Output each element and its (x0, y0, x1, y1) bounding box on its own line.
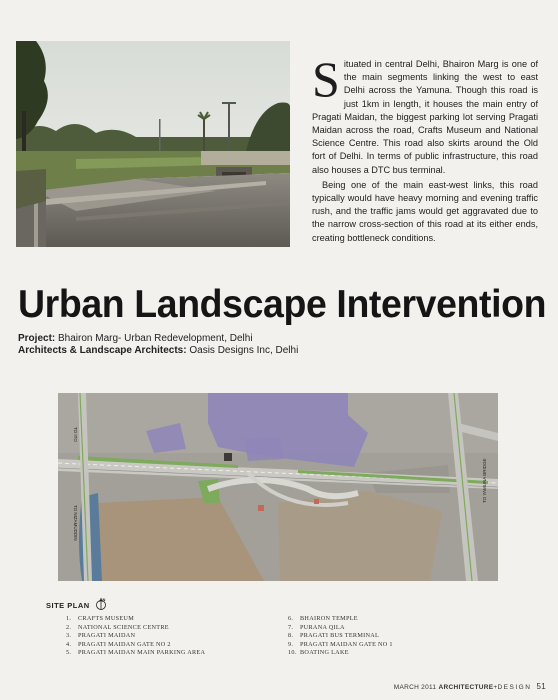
project-label: Project: (18, 333, 56, 344)
magazine-plus: + (493, 684, 498, 691)
legend-item: 4. PRAGATI MAIDAN GATE NO 2 (66, 640, 171, 648)
site-plan-heading (46, 597, 108, 613)
landscape-photo (16, 41, 290, 247)
legend-item: 2. NATIONAL SCIENCE CENTRE (66, 623, 169, 631)
page-footer (394, 682, 546, 691)
issue-date: MARCH 2011 (393, 684, 437, 691)
project-credits (18, 333, 298, 357)
road-label-ito: TO ITO (73, 427, 78, 442)
page-title: Urban Landscape Intervention (18, 283, 547, 326)
article-body (312, 51, 538, 245)
legend-item: 5. PRAGATI MAIDAN MAIN PARKING AREA (66, 649, 206, 657)
legend-item: 6. BHAIRON TEMPLE (288, 615, 358, 622)
legend-item: 9. PRAGATI MAIDAN GATE NO 1 (288, 640, 393, 648)
legend-item: 10. BOATING LAKE (288, 649, 349, 657)
legend-item: 3. PRAGATI MAIDAN (66, 632, 136, 640)
north-arrow-icon (94, 597, 108, 613)
legend-item: 8. PRAGATI BUS TERMINAL (288, 632, 380, 640)
site-plan-title: SITE PLAN (46, 600, 90, 610)
legend-item: 7. PURANA QILA (288, 623, 345, 631)
article-paragraph-2: Being one of the main east-west links, this road typically would have heavy morning and evening traffic rush, and the traffic jams would get aggravated due to the narrow cross-section of this road at its either ends, creating bottleneck conditions. (312, 179, 538, 243)
magazine-name-design: DESIGN (497, 684, 532, 691)
architects-value: Oasis Designs Inc, Delhi (189, 345, 299, 356)
legend-item: 1. CRAFTS MUSEUM (66, 615, 134, 622)
north-label: N (102, 597, 106, 602)
page-number: 51 (536, 682, 546, 691)
road-label-yamuna-bridge: TO YAMUNA BRIDGE (482, 458, 487, 503)
drop-cap: S (312, 51, 340, 107)
site-plan-map (58, 393, 498, 581)
site-plan-legend-left (66, 615, 205, 658)
road-label-nizamuddin: TO NIZAMUDDIN (73, 505, 78, 541)
site-plan-legend-right (288, 615, 393, 658)
article-paragraph-1: Situated in central Delhi, Bhairon Marg is one of the main segments linking the west to east Delhi across the Yamuna. Though this road is just 1km in length, it houses the main entry of Pragati Maidan, the biggest parking lot serving Pragati Maidan across the road, Crafts Museum and National Science Centre. This road also skirts around the Old fort of Delhi. In terms of public infrastructure, this road also houses a DTC bus terminal. (312, 51, 538, 175)
architects-label: Architects & Landscape Architects: (18, 345, 187, 356)
magazine-name: ARCHITECTURE (438, 684, 494, 691)
project-value: Bhairon Marg- Urban Redevelopment, Delhi (58, 333, 253, 344)
